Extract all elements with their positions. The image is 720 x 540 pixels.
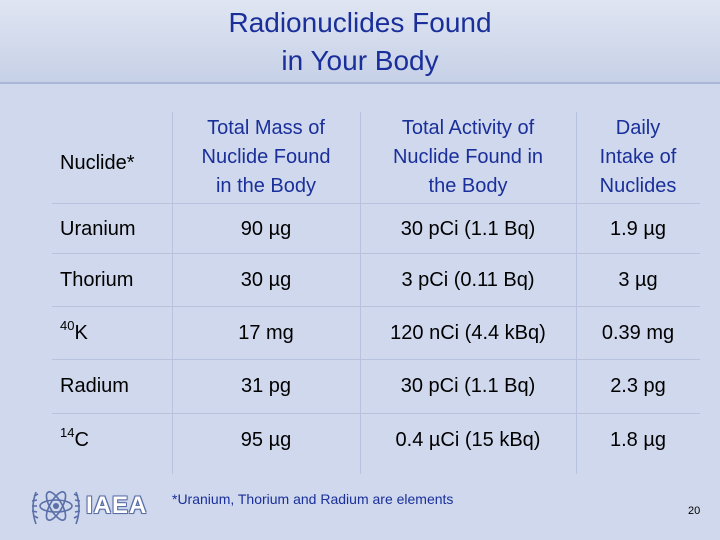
nuclide-name: C bbox=[74, 428, 89, 451]
row-divider bbox=[52, 306, 700, 307]
header-total-activity-line-2: Nuclide Found in bbox=[392, 145, 544, 168]
nuclide-mass-number: 14 bbox=[60, 424, 75, 440]
nuclide-name: K bbox=[74, 321, 88, 344]
table-cell-intake: 1.8 µg bbox=[609, 428, 666, 451]
table-cell-mass: 90 µg bbox=[240, 217, 292, 240]
nuclide-name: Thorium bbox=[60, 268, 134, 291]
header-daily-intake bbox=[576, 112, 700, 202]
table-row-name bbox=[60, 416, 172, 464]
iaea-wordmark: IAEA bbox=[86, 492, 148, 519]
row-divider bbox=[52, 359, 700, 360]
table-cell-intake: 3 µg bbox=[618, 268, 658, 291]
table-row-name bbox=[60, 256, 172, 304]
table-row-name bbox=[60, 362, 172, 410]
nuclide-name: Uranium bbox=[60, 217, 136, 240]
header-total-activity-line-1: Total Activity of bbox=[401, 116, 535, 139]
table-cell-activity: 120 nCi (4.4 kBq) bbox=[390, 321, 546, 344]
row-divider bbox=[52, 413, 700, 414]
header-total-mass bbox=[172, 112, 360, 202]
row-divider bbox=[52, 203, 700, 204]
page-number: 20 bbox=[688, 505, 701, 517]
header-nuclide: Nuclide* bbox=[60, 151, 135, 174]
table-cell-mass: 31 pg bbox=[240, 374, 292, 397]
nuclide-mass-number: 40 bbox=[60, 317, 75, 333]
title-band bbox=[0, 0, 720, 84]
table-cell-activity: 0.4 µCi (15 kBq) bbox=[395, 428, 541, 451]
row-divider bbox=[52, 253, 700, 254]
header-total-mass-line-2: Nuclide Found bbox=[201, 145, 331, 168]
table-cell-mass: 17 mg bbox=[238, 321, 294, 344]
table-cell-activity: 30 pCi (1.1 Bq) bbox=[400, 217, 536, 240]
slide-title-line-1: Radionuclides Found bbox=[228, 7, 492, 38]
header-total-activity-line-3: the Body bbox=[428, 174, 508, 197]
header-total-mass-line-1: Total Mass of bbox=[207, 116, 325, 139]
footnote: *Uranium, Thorium and Radium are elements bbox=[172, 491, 454, 507]
table-row-name bbox=[60, 309, 172, 357]
table-cell-mass: 95 µg bbox=[240, 428, 292, 451]
header-daily-intake-line-3: Nuclides bbox=[599, 174, 677, 197]
nuclide-name: Radium bbox=[60, 374, 129, 397]
table-cell-intake: 1.9 µg bbox=[609, 217, 666, 240]
header-daily-intake-line-2: Intake of bbox=[599, 145, 677, 168]
header-daily-intake-line-1: Daily bbox=[615, 116, 661, 139]
table-cell-activity: 3 pCi (0.11 Bq) bbox=[401, 268, 535, 291]
table-row-name bbox=[60, 206, 172, 252]
atom-emblem-icon bbox=[28, 478, 84, 532]
header-total-activity bbox=[360, 112, 576, 202]
table-cell-intake: 2.3 pg bbox=[610, 374, 666, 397]
table-cell-intake: 0.39 mg bbox=[601, 321, 675, 344]
slide-title-line-2: in Your Body bbox=[281, 45, 439, 76]
table-cell-mass: 30 µg bbox=[240, 268, 292, 291]
header-total-mass-line-3: in the Body bbox=[215, 174, 317, 197]
table-cell-activity: 30 pCi (1.1 Bq) bbox=[400, 374, 536, 397]
